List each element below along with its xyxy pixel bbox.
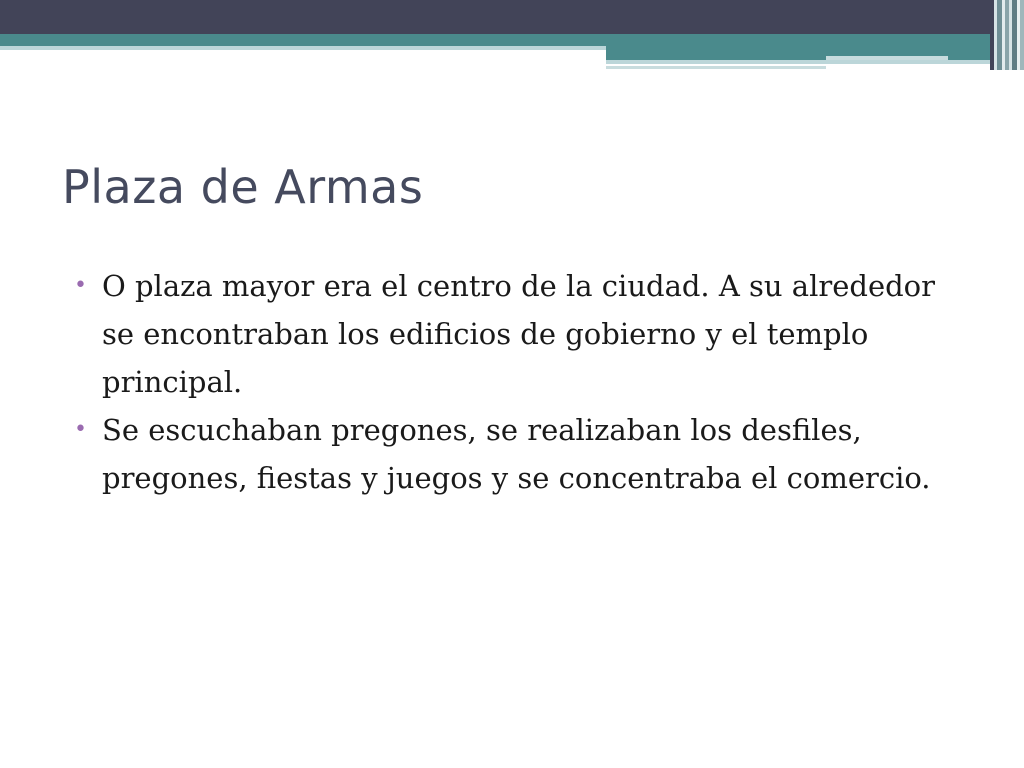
header-band-step [606,46,1024,60]
header-band-thin [606,66,826,69]
bullet-item [72,262,952,406]
header-band-light [0,46,606,50]
bullet-icon: • [74,417,87,442]
header-band-dark [0,0,1024,34]
header-band-notch [826,56,948,60]
bullet-list [72,262,952,502]
header-stripes-decoration [990,0,1024,70]
bullet-icon: • [74,273,87,298]
header-band-teal [0,34,1024,46]
header-band-step-light [606,60,1000,64]
bullet-text: O plaza mayor era el centro de la ciudad. A su alrededor se encontraban los edificios de gobierno y el templo principal. [102,269,935,399]
bullet-item [72,406,952,502]
bullet-text: Se escuchaban pregones, se realizaban los desfiles, pregones, fiestas y juegos y se concentraba el comercio. [102,413,931,495]
slide-title: Plaza de Armas [62,160,424,214]
